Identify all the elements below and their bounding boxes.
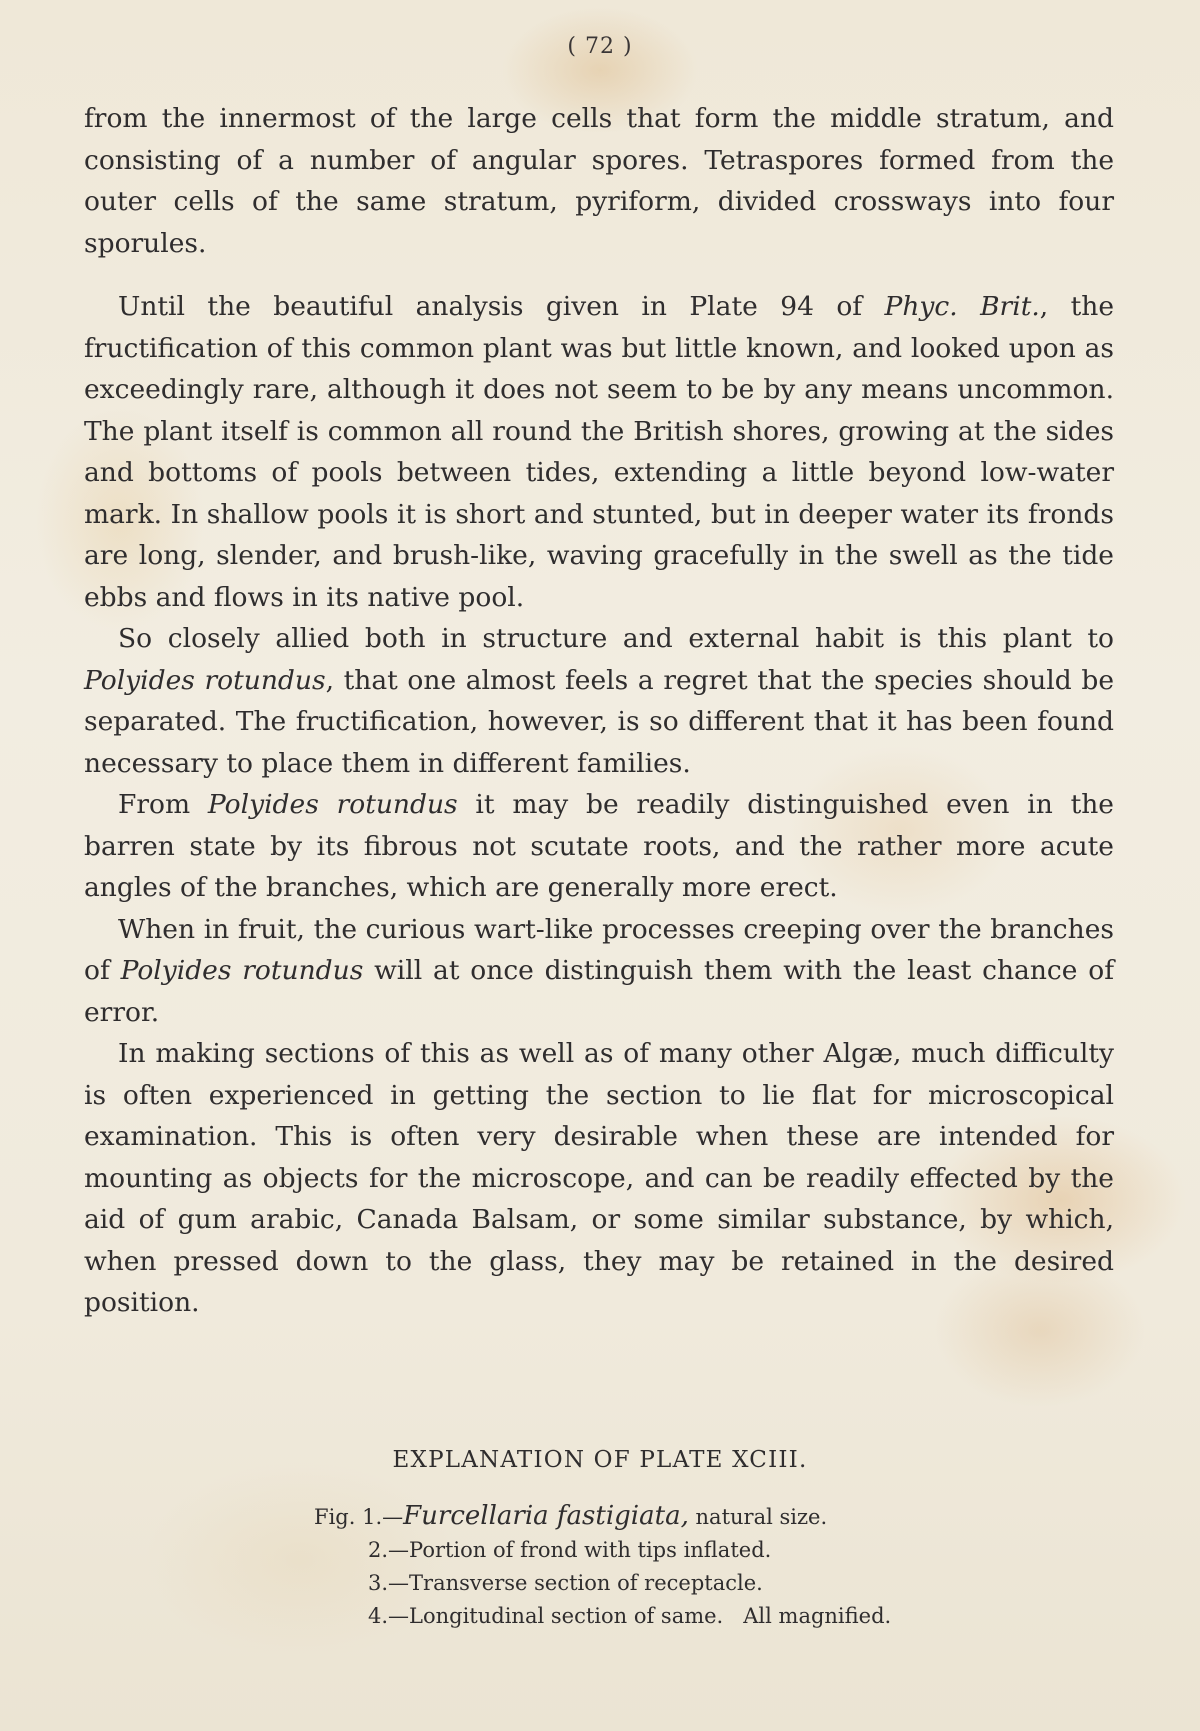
paragraph-6 bbox=[84, 1033, 1114, 1324]
page-number: ( 72 ) bbox=[567, 34, 633, 59]
figure-item-2: 2.—Portion of frond with tips inflated. bbox=[368, 1538, 772, 1562]
figure-item-1 bbox=[314, 1500, 1034, 1534]
paragraph-3 bbox=[84, 618, 1114, 784]
italic-title: Phyc. Brit. bbox=[884, 291, 1040, 322]
text-segment: So closely allied both in structure and external habit is this plant to bbox=[118, 623, 1114, 654]
plate-explanation-title: EXPLANATION OF PLATE XCIII. bbox=[392, 1447, 808, 1473]
figure-item-3: 3.—Transverse section of receptacle. bbox=[368, 1571, 763, 1595]
body-text bbox=[84, 98, 1114, 1324]
figure-species: Furcellaria fastigiata, bbox=[403, 1501, 689, 1531]
figure-item-4: 4.—Longitudinal section of same. All magnified. bbox=[368, 1604, 892, 1628]
paragraph-2 bbox=[84, 286, 1114, 618]
text-segment: In making sections of this as well as of many other Algæ, much difficulty is often experienced in getting the section to lie flat for microscopical examination. This is often very desirable when these are intended for mounting as objects for the microscope, and can be readily effected by the aid of gum arabic, Canada Balsam, or some similar substance, by which, when pressed down to the glass, they may be retained in the desired position. bbox=[84, 1038, 1114, 1318]
text-segment: , that one almost feels a regret that the species should be separated. The fructification, however, is so different that it has been found necessary to place them in different families. bbox=[84, 664, 1114, 779]
text-segment: from the innermost of the large cells that form the middle stratum, and consisting of a number of angular spores. Tetraspores formed from the outer cells of the same stratum, pyriform, divided crossways into four sporules. bbox=[84, 103, 1114, 259]
paragraph-1 bbox=[84, 98, 1114, 264]
figure-prefix: Fig. 1.— bbox=[314, 1505, 404, 1529]
figure-list bbox=[314, 1500, 1034, 1633]
italic-species: Polyides rotundus bbox=[120, 955, 364, 986]
text-segment: Until the beautiful analysis given in Plate 94 of bbox=[118, 291, 885, 322]
text-segment: From bbox=[118, 789, 208, 820]
text-segment: it may be readily distinguished even in the barren state by its fibrous not scutate roots, and the rather more acute angles of the branches, which are generally more erect. bbox=[84, 789, 1114, 903]
paragraph-4 bbox=[84, 784, 1114, 909]
paragraph-5 bbox=[84, 909, 1114, 1034]
text-segment: will at once distinguish them with the least chance of error. bbox=[84, 955, 1115, 1028]
italic-species: Polyides rotundus bbox=[84, 664, 326, 696]
text-segment: , the fructification of this common plant was but little known, and looked upon as exceedingly rare, although it does not seem to be by any means uncommon. The plant itself is common all round the British shores, growing at the sides and bottoms of pools between tides, extending a little beyond low-water mark. In shallow pools it is short and stunted, but in deeper water its fronds are long, slender, and brush-like, waving gracefully in the swell as the tide ebbs and flows in its native pool. bbox=[84, 291, 1115, 613]
italic-species: Polyides rotundus bbox=[207, 789, 458, 820]
text-segment: When in fruit, the curious wart-like processes creeping over the branches of bbox=[84, 913, 1114, 986]
figure-suffix: natural size. bbox=[688, 1505, 828, 1529]
